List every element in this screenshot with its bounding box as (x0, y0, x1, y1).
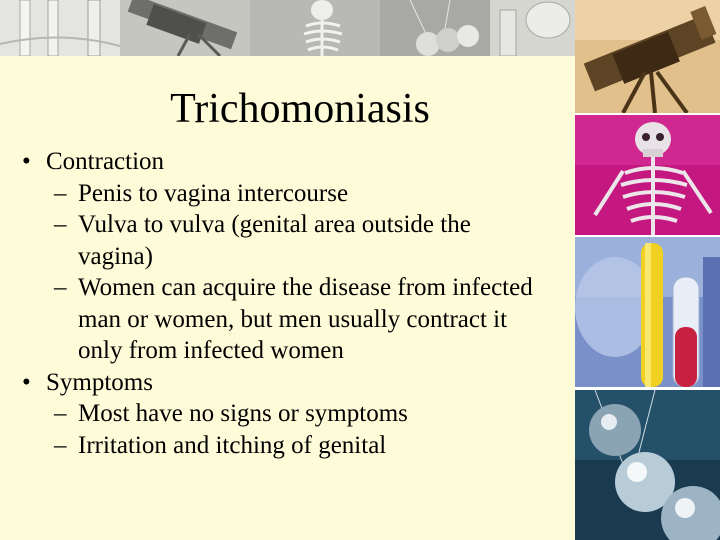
skeleton-image (250, 0, 380, 56)
slide-content (22, 146, 562, 461)
bullet-marker: • (22, 148, 31, 175)
dash-marker: – (54, 274, 67, 301)
sub-bullet-text: Vulva to vulva (genital area outside the vagina) (78, 211, 471, 270)
sub-bullet-text: Penis to vagina intercourse (78, 179, 349, 207)
sub-bullet-item (22, 398, 562, 430)
right-photo-column (575, 0, 720, 540)
dash-marker: – (54, 179, 67, 207)
sub-bullet-item (22, 209, 508, 272)
bullet-text: Symptoms (46, 368, 153, 396)
test-tubes-photo (575, 237, 720, 387)
bullet-item (22, 367, 562, 399)
glassware-image (490, 0, 575, 56)
sub-bullet-text: Irritation and itching of genital (78, 431, 387, 459)
dash-marker: – (54, 431, 67, 459)
slide-title: Trichomoniasis (170, 86, 430, 132)
dash-marker: – (54, 211, 67, 238)
top-photo-strip (0, 0, 575, 56)
bullet-marker: • (22, 368, 31, 396)
sub-bullet-text: Most have no signs or symptoms (78, 400, 408, 427)
dash-marker: – (54, 400, 67, 427)
sub-bullet-item (22, 178, 562, 210)
sub-bullet-item (22, 430, 562, 462)
pendulum-balls-photo (575, 390, 720, 540)
test-tubes-image (0, 0, 120, 56)
bullet-item (22, 146, 562, 178)
pendulum-balls-image (380, 0, 490, 56)
telescope-image (120, 0, 250, 56)
sub-bullet-item (22, 272, 553, 367)
bullet-text: Contraction (46, 148, 165, 175)
sub-bullet-text: Women can acquire the disease from infected man or women, but men usually contract it only from infected women (78, 274, 533, 364)
